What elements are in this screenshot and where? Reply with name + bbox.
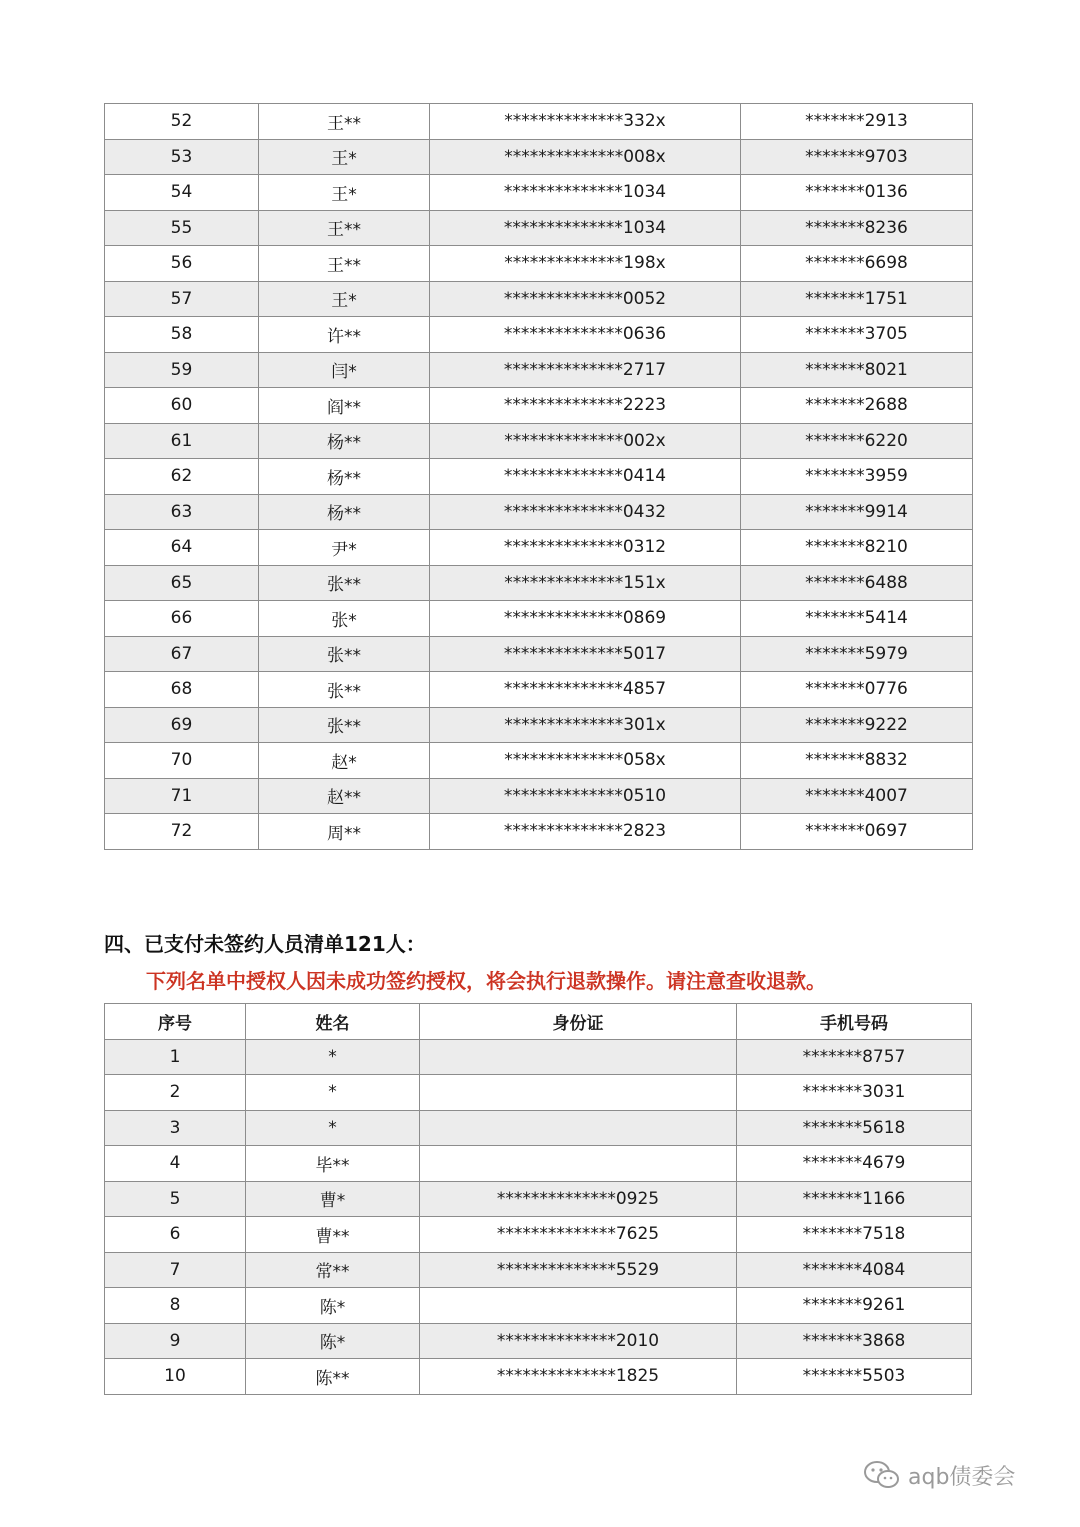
cell-no: 72 xyxy=(105,814,259,850)
cell-name: 陈** xyxy=(246,1359,420,1395)
cell-phone: *******0776 xyxy=(741,672,973,708)
cell-phone: *******8757 xyxy=(737,1039,972,1075)
cell-id: **************002x xyxy=(430,423,741,459)
cell-phone: *******2688 xyxy=(741,388,973,424)
table-row xyxy=(105,139,973,175)
cell-name: 曹* xyxy=(246,1181,420,1217)
cell-name: 陈* xyxy=(246,1323,420,1359)
cell-no: 54 xyxy=(105,175,259,211)
cell-no: 66 xyxy=(105,601,259,637)
cell-id xyxy=(420,1075,737,1111)
cell-no: 62 xyxy=(105,459,259,495)
table-row xyxy=(105,1359,972,1395)
header-id: 身份证 xyxy=(420,1004,737,1040)
table-row xyxy=(105,210,973,246)
cell-id: **************1034 xyxy=(430,210,741,246)
cell-name: 杨** xyxy=(259,423,430,459)
cell-name: * xyxy=(246,1110,420,1146)
cell-name: 王* xyxy=(259,175,430,211)
cell-no: 10 xyxy=(105,1359,246,1395)
cell-phone: *******9261 xyxy=(737,1288,972,1324)
cell-name: 曹** xyxy=(246,1217,420,1253)
cell-name: 王** xyxy=(259,104,430,140)
cell-phone: *******4679 xyxy=(737,1146,972,1182)
cell-no: 61 xyxy=(105,423,259,459)
cell-id: **************2717 xyxy=(430,352,741,388)
cell-id: **************301x xyxy=(430,707,741,743)
cell-phone: *******8210 xyxy=(741,530,973,566)
cell-name: 王** xyxy=(259,210,430,246)
cell-no: 59 xyxy=(105,352,259,388)
cell-id: **************0869 xyxy=(430,601,741,637)
table-row xyxy=(105,1039,972,1075)
cell-id xyxy=(420,1146,737,1182)
cell-name: 王** xyxy=(259,246,430,282)
cell-name: 赵* xyxy=(259,743,430,779)
header-phone: 手机号码 xyxy=(737,1004,972,1040)
cell-id: **************008x xyxy=(430,139,741,175)
table-row xyxy=(105,388,973,424)
cell-id: **************4857 xyxy=(430,672,741,708)
cell-id xyxy=(420,1110,737,1146)
cell-id: **************0925 xyxy=(420,1181,737,1217)
cell-name: 杨** xyxy=(259,459,430,495)
table-row xyxy=(105,814,973,850)
cell-no: 63 xyxy=(105,494,259,530)
cell-no: 65 xyxy=(105,565,259,601)
table-row xyxy=(105,1181,972,1217)
cell-id: **************5529 xyxy=(420,1252,737,1288)
cell-phone: *******8021 xyxy=(741,352,973,388)
cell-id: **************0414 xyxy=(430,459,741,495)
cell-phone: *******5414 xyxy=(741,601,973,637)
cell-phone: *******0136 xyxy=(741,175,973,211)
cell-name: * xyxy=(246,1075,420,1111)
unsigned-payer-table xyxy=(104,1003,972,1395)
cell-phone: *******6220 xyxy=(741,423,973,459)
cell-id: **************7625 xyxy=(420,1217,737,1253)
cell-phone: *******3705 xyxy=(741,317,973,353)
cell-name: 许** xyxy=(259,317,430,353)
cell-name: 周** xyxy=(259,814,430,850)
table-row xyxy=(105,1110,972,1146)
section-heading: 四、已支付未签约人员清单121人： xyxy=(104,932,426,956)
cell-phone: *******9914 xyxy=(741,494,973,530)
cell-name: 张** xyxy=(259,565,430,601)
cell-no: 71 xyxy=(105,778,259,814)
cell-no: 69 xyxy=(105,707,259,743)
cell-no: 4 xyxy=(105,1146,246,1182)
cell-phone: *******5618 xyxy=(737,1110,972,1146)
watermark xyxy=(862,1458,1015,1492)
cell-id: **************332x xyxy=(430,104,741,140)
table-row xyxy=(105,1252,972,1288)
cell-phone: *******4007 xyxy=(741,778,973,814)
cell-id: **************058x xyxy=(430,743,741,779)
cell-phone: *******3031 xyxy=(737,1075,972,1111)
refund-notice: 下列名单中授权人因未成功签约授权，将会执行退款操作。请注意查收退款。 xyxy=(146,969,826,993)
member-table-body xyxy=(105,104,973,850)
cell-id: **************1825 xyxy=(420,1359,737,1395)
wechat-icon xyxy=(862,1458,902,1492)
cell-no: 7 xyxy=(105,1252,246,1288)
table-row xyxy=(105,1217,972,1253)
table-row xyxy=(105,601,973,637)
table-row xyxy=(105,423,973,459)
header-name: 姓名 xyxy=(246,1004,420,1040)
cell-phone: *******9222 xyxy=(741,707,973,743)
table-row xyxy=(105,494,973,530)
table-row xyxy=(105,1323,972,1359)
table-row xyxy=(105,104,973,140)
cell-id: **************2223 xyxy=(430,388,741,424)
cell-name: 王* xyxy=(259,139,430,175)
cell-phone: *******7518 xyxy=(737,1217,972,1253)
table-row xyxy=(105,175,973,211)
table-row xyxy=(105,1075,972,1111)
cell-id: **************0636 xyxy=(430,317,741,353)
cell-id: **************2823 xyxy=(430,814,741,850)
cell-id: **************0312 xyxy=(430,530,741,566)
cell-phone: *******9703 xyxy=(741,139,973,175)
cell-id: **************2010 xyxy=(420,1323,737,1359)
cell-name: 陈* xyxy=(246,1288,420,1324)
cell-name: 张** xyxy=(259,672,430,708)
cell-name: 王* xyxy=(259,281,430,317)
cell-phone: *******2913 xyxy=(741,104,973,140)
cell-no: 68 xyxy=(105,672,259,708)
unsigned-table-body xyxy=(105,1039,972,1394)
cell-id xyxy=(420,1288,737,1324)
cell-id: **************5017 xyxy=(430,636,741,672)
cell-name: 尹* xyxy=(259,530,430,566)
table-row xyxy=(105,530,973,566)
cell-no: 3 xyxy=(105,1110,246,1146)
cell-no: 70 xyxy=(105,743,259,779)
cell-phone: *******1751 xyxy=(741,281,973,317)
cell-name: 赵** xyxy=(259,778,430,814)
cell-phone: *******4084 xyxy=(737,1252,972,1288)
cell-id: **************198x xyxy=(430,246,741,282)
cell-id: **************0432 xyxy=(430,494,741,530)
cell-no: 57 xyxy=(105,281,259,317)
cell-no: 64 xyxy=(105,530,259,566)
table-row xyxy=(105,743,973,779)
cell-no: 8 xyxy=(105,1288,246,1324)
table-row xyxy=(105,636,973,672)
table-row xyxy=(105,778,973,814)
cell-no: 5 xyxy=(105,1181,246,1217)
cell-no: 55 xyxy=(105,210,259,246)
cell-name: 闫* xyxy=(259,352,430,388)
cell-no: 52 xyxy=(105,104,259,140)
cell-phone: *******1166 xyxy=(737,1181,972,1217)
cell-no: 1 xyxy=(105,1039,246,1075)
table-row xyxy=(105,1146,972,1182)
cell-name: 杨** xyxy=(259,494,430,530)
cell-no: 60 xyxy=(105,388,259,424)
table-row xyxy=(105,246,973,282)
cell-name: 张** xyxy=(259,636,430,672)
cell-id: **************151x xyxy=(430,565,741,601)
table-row xyxy=(105,672,973,708)
cell-phone: *******3868 xyxy=(737,1323,972,1359)
cell-no: 9 xyxy=(105,1323,246,1359)
table-row xyxy=(105,352,973,388)
cell-name: 常** xyxy=(246,1252,420,1288)
table-row xyxy=(105,1288,972,1324)
header-no: 序号 xyxy=(105,1004,246,1040)
cell-no: 6 xyxy=(105,1217,246,1253)
cell-name: * xyxy=(246,1039,420,1075)
cell-id: **************0510 xyxy=(430,778,741,814)
cell-id: **************1034 xyxy=(430,175,741,211)
table-row xyxy=(105,565,973,601)
cell-phone: *******5979 xyxy=(741,636,973,672)
cell-no: 53 xyxy=(105,139,259,175)
watermark-text: aqb债委会 xyxy=(908,1464,1016,1490)
cell-name: 毕** xyxy=(246,1146,420,1182)
table-row xyxy=(105,707,973,743)
cell-phone: *******0697 xyxy=(741,814,973,850)
cell-phone: *******3959 xyxy=(741,459,973,495)
table-header-row xyxy=(105,1004,972,1040)
cell-phone: *******6488 xyxy=(741,565,973,601)
table-row xyxy=(105,459,973,495)
cell-no: 2 xyxy=(105,1075,246,1111)
cell-id xyxy=(420,1039,737,1075)
cell-no: 58 xyxy=(105,317,259,353)
cell-name: 张* xyxy=(259,601,430,637)
cell-no: 56 xyxy=(105,246,259,282)
cell-phone: *******8832 xyxy=(741,743,973,779)
cell-name: 张** xyxy=(259,707,430,743)
member-table-continued xyxy=(104,103,973,850)
table-row xyxy=(105,281,973,317)
cell-no: 67 xyxy=(105,636,259,672)
cell-phone: *******8236 xyxy=(741,210,973,246)
cell-phone: *******6698 xyxy=(741,246,973,282)
cell-phone: *******5503 xyxy=(737,1359,972,1395)
cell-id: **************0052 xyxy=(430,281,741,317)
table-row xyxy=(105,317,973,353)
cell-name: 阎** xyxy=(259,388,430,424)
